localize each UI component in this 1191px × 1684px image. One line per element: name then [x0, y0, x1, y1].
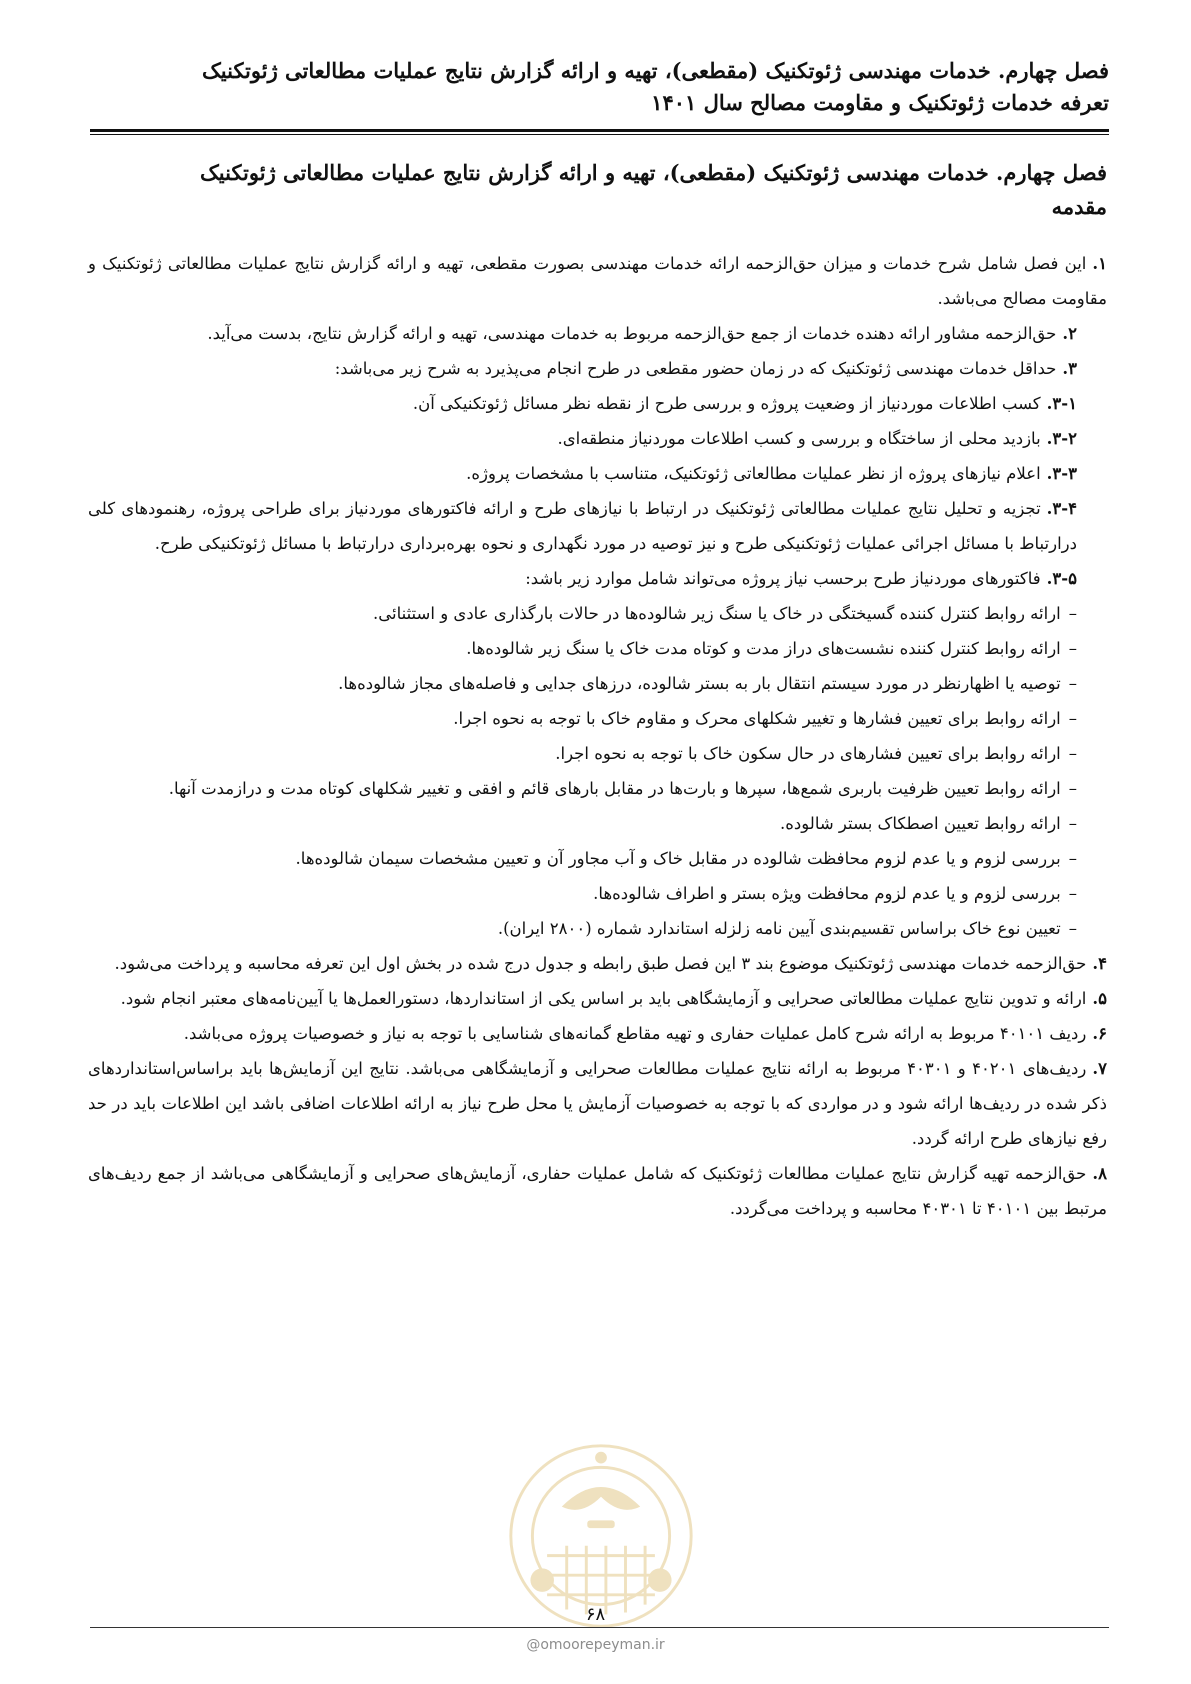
paragraph-text: حق‌الزحمه خدمات مهندسی ژئوتکنیک موضوع بند ۳ این فصل طبق رابطه و جدول درج شده در بخش اول این تعرفه محاسبه و پرداخت می‌شود. [114, 954, 1087, 973]
bullet-item [88, 596, 1107, 631]
bullet-text: ارائه روابط تعیین اصطکاک بستر شالوده. [780, 814, 1061, 833]
bullet-text: ارائه روابط برای تعیین فشارهای در حال سکون خاک با توجه به نحوه اجرا. [555, 744, 1061, 763]
paragraph-1 [88, 246, 1107, 316]
bullet-text: بررسی لزوم و یا عدم لزوم محافظت ویژه بستر و اطراف شالوده‌ها. [593, 884, 1061, 903]
paragraph-3-5 [88, 561, 1107, 596]
bullet-text: ارائه روابط تعیین ظرفیت باربری شمع‌ها، سپرها و بارت‌ها در مقابل بارهای قائم و افقی و تغییر شکلهای کوتاه مدت و درازمدت آنها. [168, 779, 1061, 798]
paragraph-6 [88, 1016, 1107, 1051]
bullet-text: ارائه روابط برای تعیین فشارها و تغییر شکلهای محرک و مقاوم خاک با توجه به نحوه اجرا. [453, 709, 1061, 728]
bullet-dash: – [1068, 709, 1077, 728]
bullet-dash: – [1068, 674, 1077, 693]
bullet-item [88, 876, 1107, 911]
paragraph-7 [88, 1051, 1107, 1156]
paragraph-number: ۳-۲. [1046, 429, 1077, 448]
bullet-dash: – [1068, 814, 1077, 833]
chapter-title: فصل چهارم. خدمات مهندسی ژئوتکنیک (مقطعی)، تهیه و ارائه گزارش نتایج عملیات مطالعاتی ژئوتکنیک [199, 160, 1107, 185]
paragraph-number: ۳-۳. [1046, 464, 1077, 483]
bullet-item [88, 911, 1107, 946]
footer-rule [90, 1627, 1109, 1628]
bullet-item [88, 841, 1107, 876]
header-rule-thin [90, 134, 1109, 135]
paragraph-text: حق‌الزحمه مشاور ارائه دهنده خدمات از جمع حق‌الزحمه مربوط به خدمات مهندسی، تهیه و ارائه گزارش نتایج، بدست می‌آید. [207, 324, 1057, 343]
paragraph-text: ارائه و تدوین نتایج عملیات مطالعاتی صحرایی و آزمایشگاهی باید بر اساس یکی از استانداردها، دستورالعمل‌ها یا آیین‌نامه‌های معتبر انجام شود. [120, 989, 1087, 1008]
paragraph-8 [88, 1156, 1107, 1226]
paragraph-text: حداقل خدمات مهندسی ژئوتکنیک که در زمان حضور مقطعی در طرح انجام می‌پذیرد به شرح زیر می‌باشد: [334, 359, 1057, 378]
bullet-dash: – [1068, 604, 1077, 623]
bullet-item [88, 631, 1107, 666]
bullet-text: تعیین نوع خاک براساس تقسیم‌بندی آیین نامه زلزله استاندارد شماره (۲۸۰۰ ایران). [497, 919, 1061, 938]
paragraph-number: ۷. [1092, 1059, 1107, 1078]
bullet-text: ارائه روابط کنترل کننده نشست‌های دراز مدت و کوتاه مدت خاک یا سنگ زیر شالوده‌ها. [466, 639, 1061, 658]
footer-website: @omoorepeyman.ir [526, 1637, 665, 1653]
paragraph-text: فاکتورهای موردنیاز طرح برحسب نیاز پروژه می‌تواند شامل موارد زیر باشد: [525, 569, 1041, 588]
paragraph-3-4 [88, 491, 1107, 561]
page-number: ۶۸ [585, 1604, 606, 1625]
bullet-item [88, 736, 1107, 771]
paragraph-number: ۱. [1092, 254, 1107, 273]
paragraph-number: ۶. [1092, 1024, 1107, 1043]
bullet-dash: – [1068, 744, 1077, 763]
bullet-dash: – [1068, 884, 1077, 903]
document-body [88, 156, 1107, 1226]
bullet-dash: – [1068, 639, 1077, 658]
paragraph-3 [88, 351, 1107, 386]
paragraph-3-2 [88, 421, 1107, 456]
paragraph-number: ۲. [1062, 324, 1077, 343]
bullet-text: ارائه روابط کنترل کننده گسیختگی در خاک یا سنگ زیر شالوده‌ها در حالات بارگذاری عادی و استثنائی. [372, 604, 1061, 623]
paragraph-4 [88, 946, 1107, 981]
paragraph-text: بازدید محلی از ساختگاه و بررسی و کسب اطلاعات موردنیاز منطقه‌ای. [557, 429, 1041, 448]
paragraph-number: ۵. [1092, 989, 1107, 1008]
bullet-dash: – [1068, 919, 1077, 938]
paragraph-number: ۳-۵. [1046, 569, 1077, 588]
paragraph-text: ردیف‌های ۴۰۲۰۱ و ۴۰۳۰۱ مربوط به ارائه نتایج عملیات مطالعات صحرایی و آزمایشگاهی می‌باشد. نتایج این آزمایش‌ها باید براساس‌استانداردهای ذکر شده در ردیف‌ها ارائه شود و در مواردی که با توجه به خصوصیات آزمایش یا محل طرح نیاز به ارائه اطلاعات اضافی باشد این اطلاعات باید در حد رفع نیازهای طرح ارائه گردد. [88, 1059, 1107, 1148]
paragraph-number: ۴. [1092, 954, 1107, 973]
paragraph-number: ۳. [1062, 359, 1077, 378]
paragraph-3-1 [88, 386, 1107, 421]
header-rule-thick [90, 129, 1109, 132]
bullet-item [88, 806, 1107, 841]
paragraph-2 [88, 316, 1107, 351]
bullet-item [88, 771, 1107, 806]
running-header-chapter: فصل چهارم. خدمات مهندسی ژئوتکنیک (مقطعی)، تهیه و ارائه گزارش نتایج عملیات مطالعاتی ژئوتکنیک [201, 58, 1109, 83]
paragraph-text: تجزیه و تحلیل نتایج عملیات مطالعاتی ژئوتکنیک در ارتباط با نیازهای طرح و ارائه فاکتورهای موردنیاز برای طراحی پروژه، رهنمودهای کلی درارتباط با مسائل اجرائی عملیات ژئوتکنیکی طرح و نیز توصیه در مورد نگهداری و نحوه بهره‌برداری درارتباط با مسائل ژئوتکنیکی طرح. [88, 499, 1077, 553]
paragraph-number: ۳-۱. [1046, 394, 1077, 413]
running-header-document: تعرفه خدمات ژئوتکنیک و مقاومت مصالح سال ۱۴۰۱ [651, 90, 1109, 115]
paragraph-3-3 [88, 456, 1107, 491]
paragraph-text: حق‌الزحمه تهیه گزارش نتایج عملیات مطالعات ژئوتکنیک که شامل عملیات حفاری، آزمایش‌های صحرایی و آزمایشگاهی می‌باشد از جمع ردیف‌های مرتبط بین ۴۰۱۰۱ تا ۴۰۳۰۱ محاسبه و پرداخت می‌گردد. [88, 1164, 1107, 1218]
bullet-item [88, 701, 1107, 736]
paragraph-number: ۸. [1092, 1164, 1107, 1183]
bullet-item [88, 666, 1107, 701]
paragraph-number: ۳-۴. [1046, 499, 1077, 518]
bullet-dash: – [1068, 779, 1077, 798]
bullet-text: توصیه یا اظهارنظر در مورد سیستم انتقال بار به بستر شالوده، درزهای جدایی و فاصله‌های مجاز شالوده‌ها. [338, 674, 1061, 693]
paragraph-text: این فصل شامل شرح خدمات و میزان حق‌الزحمه ارائه خدمات مهندسی بصورت مقطعی، تهیه و ارائه گزارش نتایج عملیات مطالعاتی ژئوتکنیک و مقاومت مصالح می‌باشد. [88, 254, 1107, 308]
paragraph-text: ردیف ۴۰۱۰۱ مربوط به ارائه شرح کامل عملیات حفاری و تهیه مقاطع گمانه‌های شناسایی با توجه به نیاز و خصوصیات پروژه می‌باشد. [183, 1024, 1087, 1043]
paragraph-text: کسب اطلاعات موردنیاز از وضعیت پروژه و بررسی طرح از نقطه نظر مسائل ژئوتکنیکی آن. [412, 394, 1041, 413]
paragraph-5 [88, 981, 1107, 1016]
paragraph-text: اعلام نیازهای پروژه از نظر عملیات مطالعاتی ژئوتکنیک، متناسب با مشخصات پروژه. [466, 464, 1041, 483]
bullet-text: بررسی لزوم و یا عدم لزوم محافظت شالوده در مقابل خاک و آب مجاور آن و تعیین مشخصات سیمان شالوده‌ها. [295, 849, 1061, 868]
section-heading: مقدمه [1051, 194, 1107, 219]
bullet-dash: – [1068, 849, 1077, 868]
